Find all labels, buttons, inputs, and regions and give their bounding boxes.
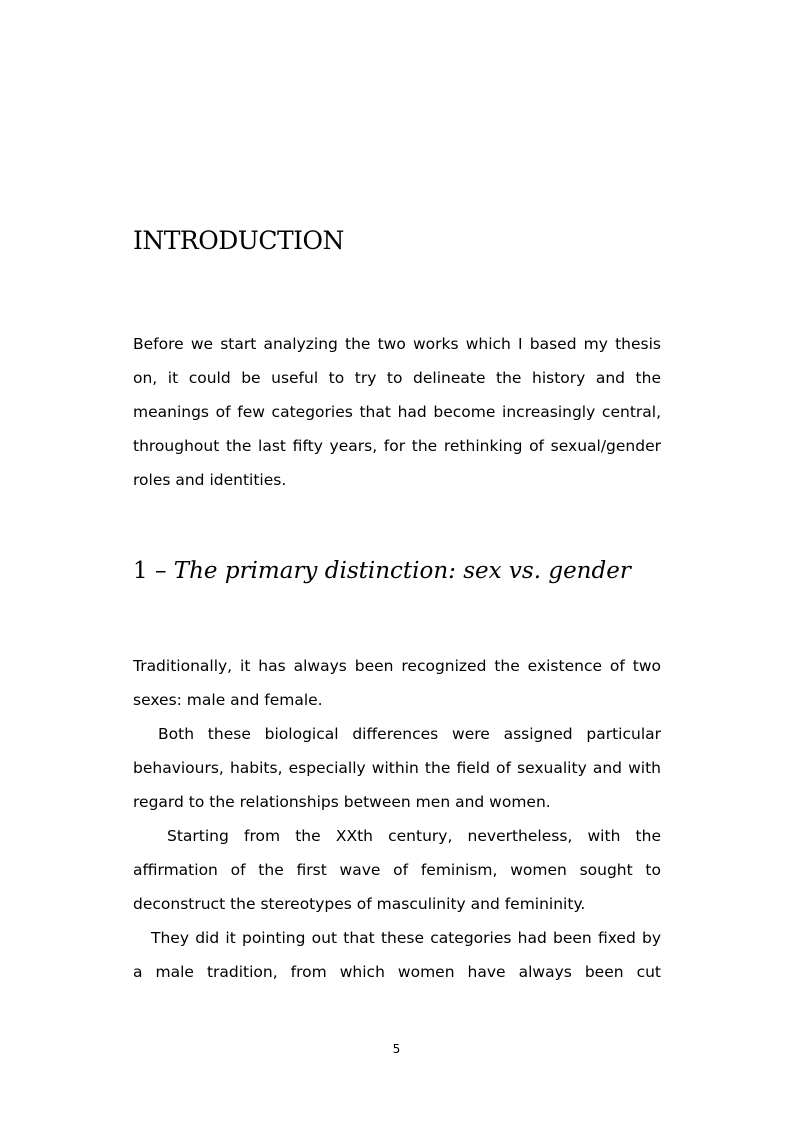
intro-section (133, 327, 661, 497)
section-title: The primary distinction: sex vs. gender (173, 558, 631, 584)
section-body (133, 649, 661, 989)
body-paragraph: Both these biological differences were assigned particular behaviours, habits, especially within the field of sexuality and with regard to the relationships between men and women. (133, 725, 661, 811)
page-title: INTRODUCTION (133, 226, 344, 255)
page-number: 5 (392, 1042, 401, 1056)
section-heading (133, 554, 631, 588)
body-paragraph: They did it pointing out that these categories had been fixed by a male tradition, from which women have always been cut (133, 929, 661, 981)
body-paragraph: Starting from the XXth century, nevertheless, with the affirmation of the first wave of feminism, women sought to deconstruct the stereotypes of masculinity and femininity. (133, 827, 661, 913)
section-number: 1 – (133, 558, 167, 584)
body-paragraph: Traditionally, it has always been recognized the existence of two sexes: male and female. (133, 657, 661, 709)
intro-paragraph: Before we start analyzing the two works which I based my thesis on, it could be useful to try to delineate the history and the meanings of few categories that had become increasingly central, throughout the last fifty years, for the rethinking of sexual/gender roles and identities. (133, 335, 661, 489)
